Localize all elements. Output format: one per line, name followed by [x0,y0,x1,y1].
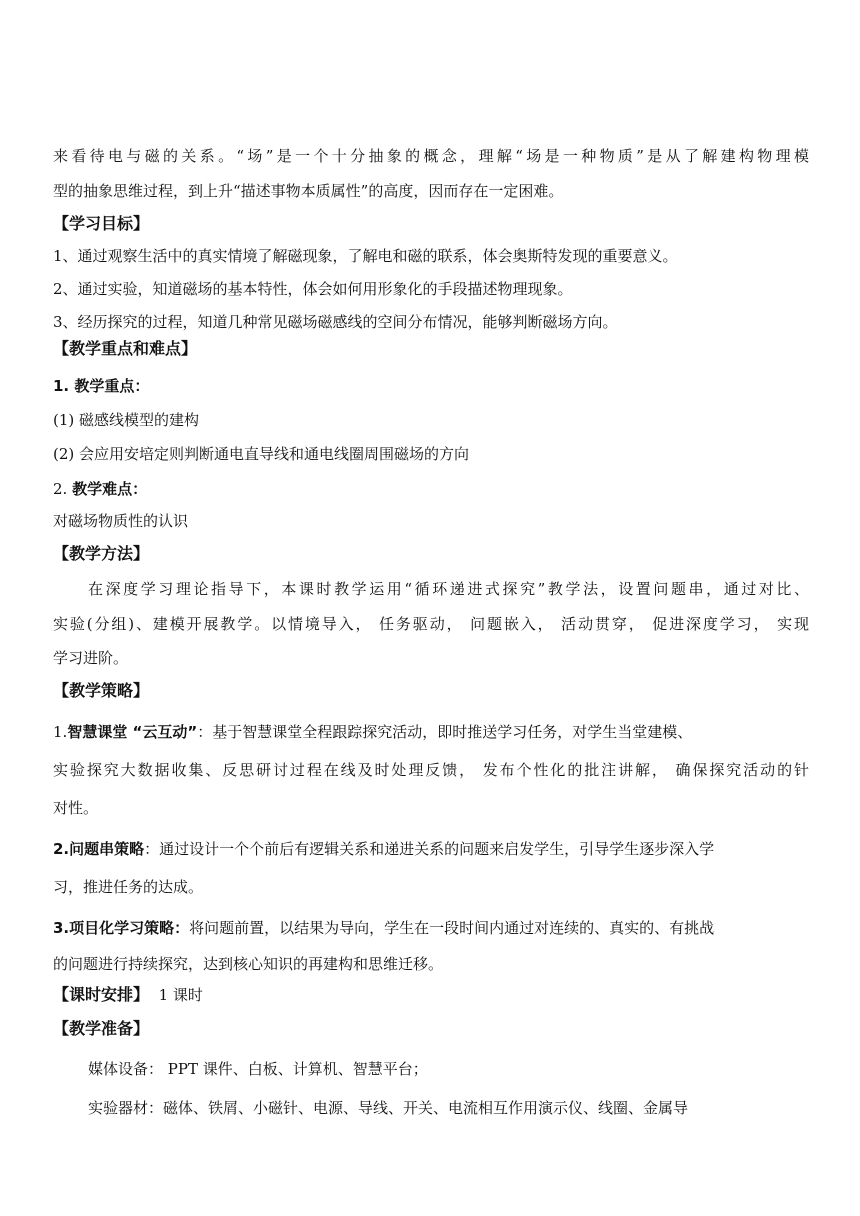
strategy-3-text-1: 将问题前置，以结果为导向，学生在一段时间内通过对连续的、真实的、有挑战 [189,919,715,937]
focus-title: 1. 教学重点： [53,377,150,395]
strategy-1-number: 1. [53,723,68,741]
strategy-2-line-2: 习，推进任务的达成。 [53,878,204,896]
intro-line-1: 来看待电与磁的关系。“场”是一个十分抽象的概念，理解“场是一种物质”是从了解建构物理模 [53,147,809,165]
methods-line-2: 实验(分组)、建模开展教学。以情境导入， 任务驱动， 问题嵌入， 活动贯穿， 促进深度学习， 实现 [53,615,809,633]
difficulty-title [53,478,147,500]
strategy-3-line-1 [53,917,809,939]
key-points-heading: 【教学重点和难点】 [53,339,198,358]
strategy-1-line-3: 对性。 [53,799,99,817]
difficulty-title-number: 2. [53,480,73,498]
strategy-3-title: 3.项目化学习策略： [53,919,190,937]
schedule-heading: 【课时安排】 [53,985,150,1004]
strategy-1-line-2: 实验探究大数据收集、反思研讨过程在线及时处理反馈， 发布个性化的批注讲解， 确保探究活动的针 [53,761,809,779]
methods-line-3: 学习进阶。 [53,649,129,667]
difficulty-title-text: 教学难点： [72,480,148,498]
strategy-2-line-1 [53,838,809,860]
strategy-1-text-1: ：基于智慧课堂全程跟踪探究活动，即时推送学习任务，对学生当堂建模、 [197,723,693,741]
objective-item-2: 2、通过实验，知道磁场的基本特性，体会如何用形象化的手段描述物理现象。 [53,280,573,298]
preparation-equipment: 实验器材：磁体、铁屑、小磁针、电源、导线、开关、电流相互作用演示仪、线圈、金属导 [88,1099,689,1117]
focus-item-2: (2) 会应用安培定则判断通电直导线和通电线圈周围磁场的方向 [53,445,470,463]
strategy-2-title: 2.问题串策略 [53,840,145,858]
schedule-row [53,984,203,1006]
methods-heading: 【教学方法】 [53,544,150,563]
strategy-3-line-2: 的问题进行持续探究，达到核心知识的再建构和思维迁移。 [53,955,444,973]
preparation-media: 媒体设备： PPT 课件、白板、计算机、智慧平台； [88,1060,428,1078]
strategy-2-text-1: ：通过设计一个个前后有逻辑关系和递进关系的问题来启发学生，引导学生逐步深入学 [144,840,715,858]
difficulty-text: 对磁场物质性的认识 [53,512,189,530]
strategies-heading: 【教学策略】 [53,681,150,700]
strategy-1-title: 智慧课堂 “云互动” [67,723,198,741]
strategy-1-line-1 [53,721,809,743]
objective-item-1: 1、通过观察生活中的真实情境了解磁现象，了解电和磁的联系，体会奥斯特发现的重要意义。 [53,247,678,265]
schedule-value: 1 课时 [158,986,203,1004]
focus-item-1: (1) 磁感线模型的建构 [53,411,200,429]
preparation-heading: 【教学准备】 [53,1019,150,1038]
objective-item-3: 3、经历探究的过程，知道几种常见磁场磁感线的空间分布情况，能够判断磁场方向。 [53,313,618,331]
intro-line-2: 型的抽象思维过程，到上升“描述事物本质属性”的高度，因而存在一定困难。 [53,182,564,200]
methods-line-1: 在深度学习理论指导下，本课时教学运用“循环递进式探究”教学法，设置问题串，通过对比、 [88,580,809,598]
objectives-heading: 【学习目标】 [53,214,150,233]
